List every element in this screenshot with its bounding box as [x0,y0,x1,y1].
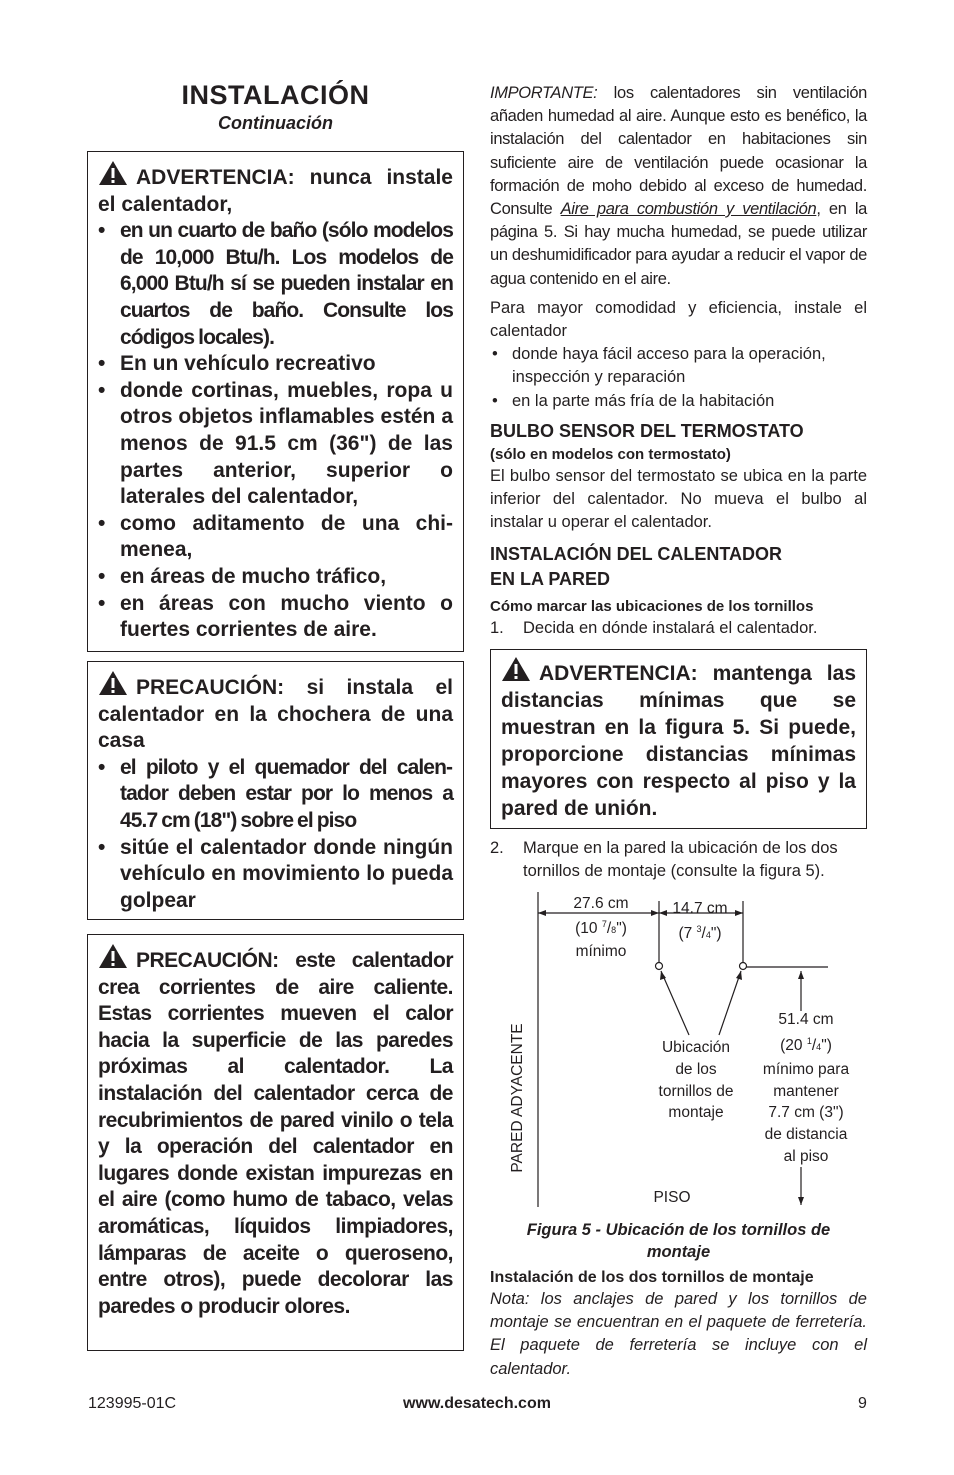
website-url: www.desatech.com [403,1395,551,1412]
caution-box-air-currents [87,934,464,1351]
step-1: 1. Decida en dónde instalará el calentador. [490,619,818,638]
warning-list [98,218,453,644]
caution-item: • el piloto y el quemador del calentador deben estar por lo menos a 45.7 cm (18") sobre el piso [98,755,453,835]
thermostat-text: El bulbo sensor del termostato se ubica en la parte inferior del calentador. No mueva el bulbo al instalar u operar el calentador. [490,466,867,532]
warning-title: ADVERTENCIA: nunca instale el calentador, [98,160,453,218]
dimension-label-wall-distance: 27.6 cm (10 $^7$/8") mínimo [573,895,629,961]
adjacent-wall-label: PARED ADYACENTE [509,1023,526,1173]
floor-label: PISO [653,1189,691,1207]
section-title: INSTALACIÓN [181,80,370,110]
thermostat-subheading: (sólo en modelos con termostato) [490,445,731,463]
section-subtitle: Continuación [218,113,333,133]
warning-triangle-icon [98,670,128,696]
figure-caption: Figura 5 - Ubicación de los tornillos de montaje [526,1221,831,1262]
cross-reference-link: Aire para combustión y ventilación [560,200,817,219]
step-2: 2. Marque en la pared la ubicación de los dos tornillos de montaje (consulte la figura 5). [490,838,838,880]
page-number: 9 [858,1395,867,1412]
figure-5-diagram [490,887,867,1207]
document-number: 123995-01C [88,1395,177,1412]
right-column [490,82,867,1381]
dimension-label-screw-spacing: 14.7 cm (7 $^3$/4") [672,900,728,943]
warning-box-clearances: ADVERTENCIA: mantenga las distancias mínimas que se muestran en la figura 5. Si puede, proporcione distancias mínimas mayores con respecto al piso y la pared de unión. [490,649,867,829]
warning-triangle-icon [98,943,128,969]
install-screws-heading: Instalación de los dos tornillos de montaje [490,1269,814,1287]
screw-hole-icon [656,963,663,970]
comfort-item: • en la parte más fría de la habitación [490,390,867,413]
warning-item: • en áreas con mucho viento o fuertes corrientes de aire. [98,591,453,644]
warning-item: • en un cuarto de baño (sólo modelos de 10,000 Btu/h. Los modelos de 6,000 Btu/h sí se pueden instalar en cuartos de baño. Consulte los códigos locales). [98,218,453,351]
warning-triangle-icon [501,656,531,682]
warning-item: • en áreas de mucho tráfico, [98,564,453,591]
section-header [87,80,464,134]
caution-title: PRECAUCIÓN: si instala el calentador en la chochera de una casa [98,670,453,755]
note-text: Nota: los anclajes de pared y los tornillos de montaje se encuentran en el paquete de ferretería. El paquete de ferretería se incluye con el calentador. [490,1290,867,1378]
caution-item: • sitúe el calentador donde ningún vehículo en movimiento lo pueda golpear [98,835,453,915]
wall-install-heading: INSTALACIÓN DEL CALENTADOR EN LA PARED [490,544,782,590]
comfort-intro: Para mayor comodidad y eficiencia, instale el calentador [490,298,867,341]
dimension-label-floor-height: 51.4 cm (20 $^1$/4") mínimo para mantener 7.7 cm (3") de distancia al piso [762,1011,850,1165]
warning-item: • En un vehículo recreativo [98,351,453,378]
caution-list [98,755,453,915]
warning-item: • como aditamento de una chimenea, [98,511,453,564]
important-paragraph: IMPORTANTE: los calentadores sin ventilación añaden humedad al aire. Aunque esto es benéfico, la instalación del calentador en habitaciones sin suficiente aire de ventilación puede ocasionar la formación de moho debido al exceso de humedad. Consulte Aire para combustión y ventilación, en la página 5. Si hay mucha humedad, se puede utilizar un deshumidificador para ayudar a reducir el vapor de agua contenido en el aire. [490,84,867,288]
mark-screws-heading: Cómo marcar las ubicaciones de los tornillos [490,598,814,616]
thermostat-heading: BULBO SENSOR DEL TERMOSTATO [490,420,804,441]
comfort-item: • donde haya fácil acceso para la operación, inspección y reparación [490,343,867,389]
screw-location-label: Ubicación de los tornillos de montaje [658,1039,734,1122]
warning-item: • donde cortinas, muebles, ropa u otros objetos inflamables estén a menos de 91.5 cm (36") de las partes anterior, superior o laterales del calentador, [98,378,453,511]
warning-triangle-icon [98,160,128,186]
warning-box-installation [87,151,464,652]
screw-hole-icon [740,963,747,970]
caution-box-garage [87,661,464,920]
caution-text: PRECAUCIÓN: este calentador crea corrientes de aire caliente. Estas corrientes mueven el calor hacia la superficie de las paredes próximas al calentador. La instalación del calentador cerca de recubrimientos de pared vinilo o tela y la operación del calentador en lugares donde existan impurezas en el aire (como humo de tabaco, velas aromáticas, líquidos limpiadores, lámparas de aceite o queroseno, entre otros), puede decolorar las paredes o producir olores. [98,943,453,1320]
